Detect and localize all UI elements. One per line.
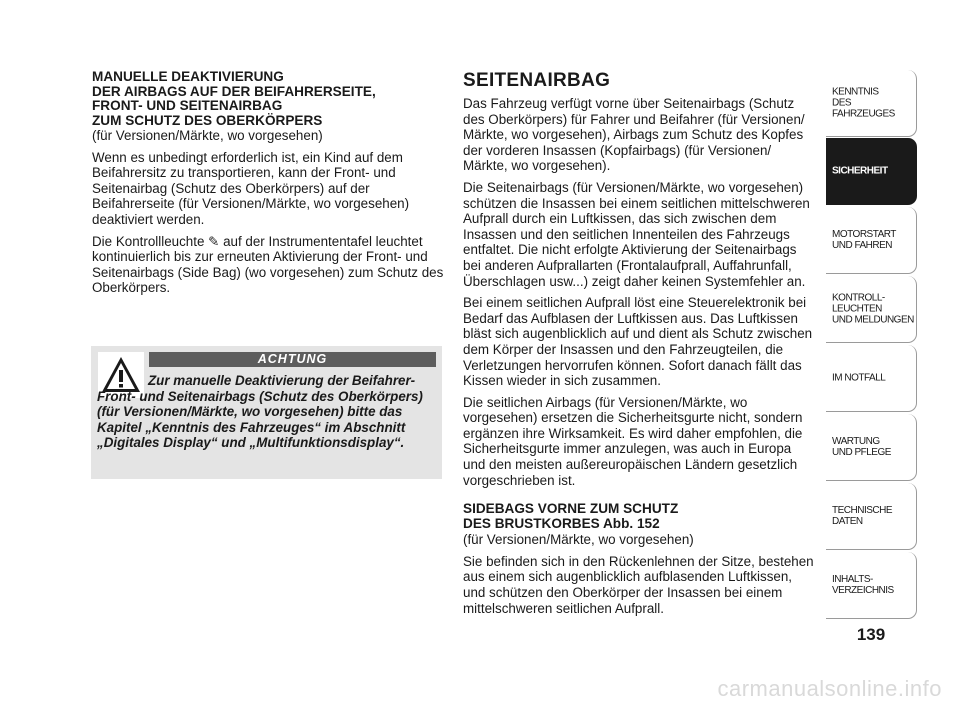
section-title-side-airbag: SEITENAIRBAG bbox=[463, 70, 611, 91]
paragraph-text: Die Kontrollleuchte bbox=[92, 233, 209, 249]
watermark: carmanualsonline.info bbox=[717, 676, 942, 701]
heading-line: ZUM SCHUTZ DES OBERKÖRPERS bbox=[92, 112, 323, 128]
tab-kontrollleuchten[interactable] bbox=[826, 276, 917, 343]
heading-note: (für Versionen/Märkte, wo vorgesehen) bbox=[92, 128, 323, 143]
paragraph: Die seitlichen Airbags (für Versionen/Märkte, wo vorgesehen) ersetzen die Sicherheitsgurte nicht, sondern ergänzen ihre Wirksamkeit. Es wird daher empfohlen, die Sicherheitsgurte immer anzulegen, was auch in Europa und den meisten außereuropäischen Ländern gesetzlich vorgeschrieben ist. bbox=[463, 394, 803, 488]
left-column bbox=[92, 70, 444, 302]
tab-label: WARTUNG UND PFLEGE bbox=[832, 436, 891, 458]
tab-sicherheit[interactable] bbox=[826, 138, 917, 205]
tab-label: TECHNISCHE DATEN bbox=[832, 505, 893, 527]
tab-label: SICHERHEIT bbox=[832, 165, 888, 177]
heading-line: MANUELLE DEAKTIVIERUNG bbox=[92, 69, 284, 84]
section-heading-sidebags bbox=[463, 502, 815, 531]
tab-kenntnis[interactable] bbox=[826, 70, 917, 137]
paragraph: Sie befinden sich in den Rückenlehnen der Sitze, bestehen aus einem sich augenblicklich aufblasenden Luftkissen, und schützen den Oberkörper der Insassen bei einem mittelschweren seitlichen Aufprall. bbox=[463, 553, 814, 616]
tab-label: INHALTS- VERZEICHNIS bbox=[832, 574, 894, 596]
paragraph: Wenn es unbedingt erforderlich ist, ein Kind auf dem Beifahrersitz zu transportieren, kann der Front- und Seitenairbag (Schutz des Oberkörpers) auf der Beifahrerseite (für Versionen/Märkte, wo vorgesehen) deaktiviert werden. bbox=[92, 149, 410, 227]
tab-motorstart[interactable] bbox=[826, 207, 917, 274]
warning-box bbox=[91, 346, 442, 479]
airbag-warning-light-icon: ✎ bbox=[208, 233, 220, 249]
paragraph: Bei einem seitlichen Aufprall löst eine Steuerelektronik bei Bedarf das Aufblasen der Luftkissen aus. Das Luftkissen bläst sich augenblicklich auf und dient als Schutz zwischen dem Körper der Insassen und den Fahrzeugteilen, die Verletzungen hervorrufen können. Sofort danach fällt das Kissen wieder in sich zusammen. bbox=[463, 295, 813, 389]
page-number: 139 bbox=[856, 625, 886, 644]
heading-line: DER AIRBAGS AUF DER BEIFAHRERSEITE, bbox=[92, 83, 376, 99]
paragraph: Die Seitenairbags (für Versionen/Märkte, wo vorgesehen) schützen die Insassen bei einem seitlichen mittelschweren Aufprall durch ein Luftkissen, das sich zwischen dem Insassen und den seitlichen Innenteilen des Fahrzeugs entfaltet. Die nicht erfolgte Aktivierung der Seitenairbags bei anderen Aufprallarten (Frontalaufprall, Auffahrunfall, Überschlagen usw...) zeigt daher keinen Systemfehler an. bbox=[463, 179, 810, 289]
tab-label: KONTROLL- LEUCHTEN UND MELDUNGEN bbox=[832, 292, 914, 326]
warning-text: Zur manuelle Deaktivierung der Beifahrer-Front- und Seitenairbags (Schutz des Oberkörpers) (für Versionen/Märkte, wo vorgesehen) bitte das Kapitel „Kenntnis des Fahrzeuges“ im Abschnitt „Digitales Display“ und „Multifunktionsdisplay“. bbox=[97, 373, 423, 451]
right-column bbox=[463, 70, 815, 622]
heading-line: FRONT- UND SEITENAIRBAG bbox=[92, 98, 283, 113]
heading-line: DES BRUSTKORBES Abb. 152 bbox=[463, 515, 660, 531]
paragraph-warning-light bbox=[92, 234, 444, 296]
tab-im-notfall[interactable] bbox=[826, 345, 917, 412]
paragraph-text: auf der Instrumententafel leuchtet kontinuierlich bis zur erneuten Aktivierung der Front- und Seitenairbags (Side Bag) (wo vorgesehen) zum Schutz des Oberkörpers. bbox=[92, 233, 444, 296]
tab-label: IM NOTFALL bbox=[832, 372, 886, 384]
heading-line: SIDEBAGS VORNE ZUM SCHUTZ bbox=[463, 501, 679, 517]
tab-label: KENNTNIS DES FAHRZEUGES bbox=[832, 86, 895, 120]
tab-inhaltsverzeichnis[interactable] bbox=[826, 552, 917, 619]
tab-technische-daten[interactable] bbox=[826, 483, 917, 550]
tab-wartung[interactable] bbox=[826, 414, 917, 481]
tab-label: MOTORSTART UND FAHREN bbox=[832, 229, 896, 251]
heading-note: (für Versionen/Märkte, wo vorgesehen) bbox=[463, 532, 694, 548]
section-heading-deactivation bbox=[92, 70, 444, 128]
warning-label: ACHTUNG bbox=[149, 352, 436, 367]
paragraph: Das Fahrzeug verfügt vorne über Seitenairbags (Schutz des Oberkörpers) für Fahrer und Beifahrer (für Versionen/ Märkte, wo vorgesehen), Airbags zum Schutz des Kopfes der vorderen Insassen (Kopfairbags) (für Versionen/ Märkte, wo vorgesehen). bbox=[463, 96, 805, 174]
